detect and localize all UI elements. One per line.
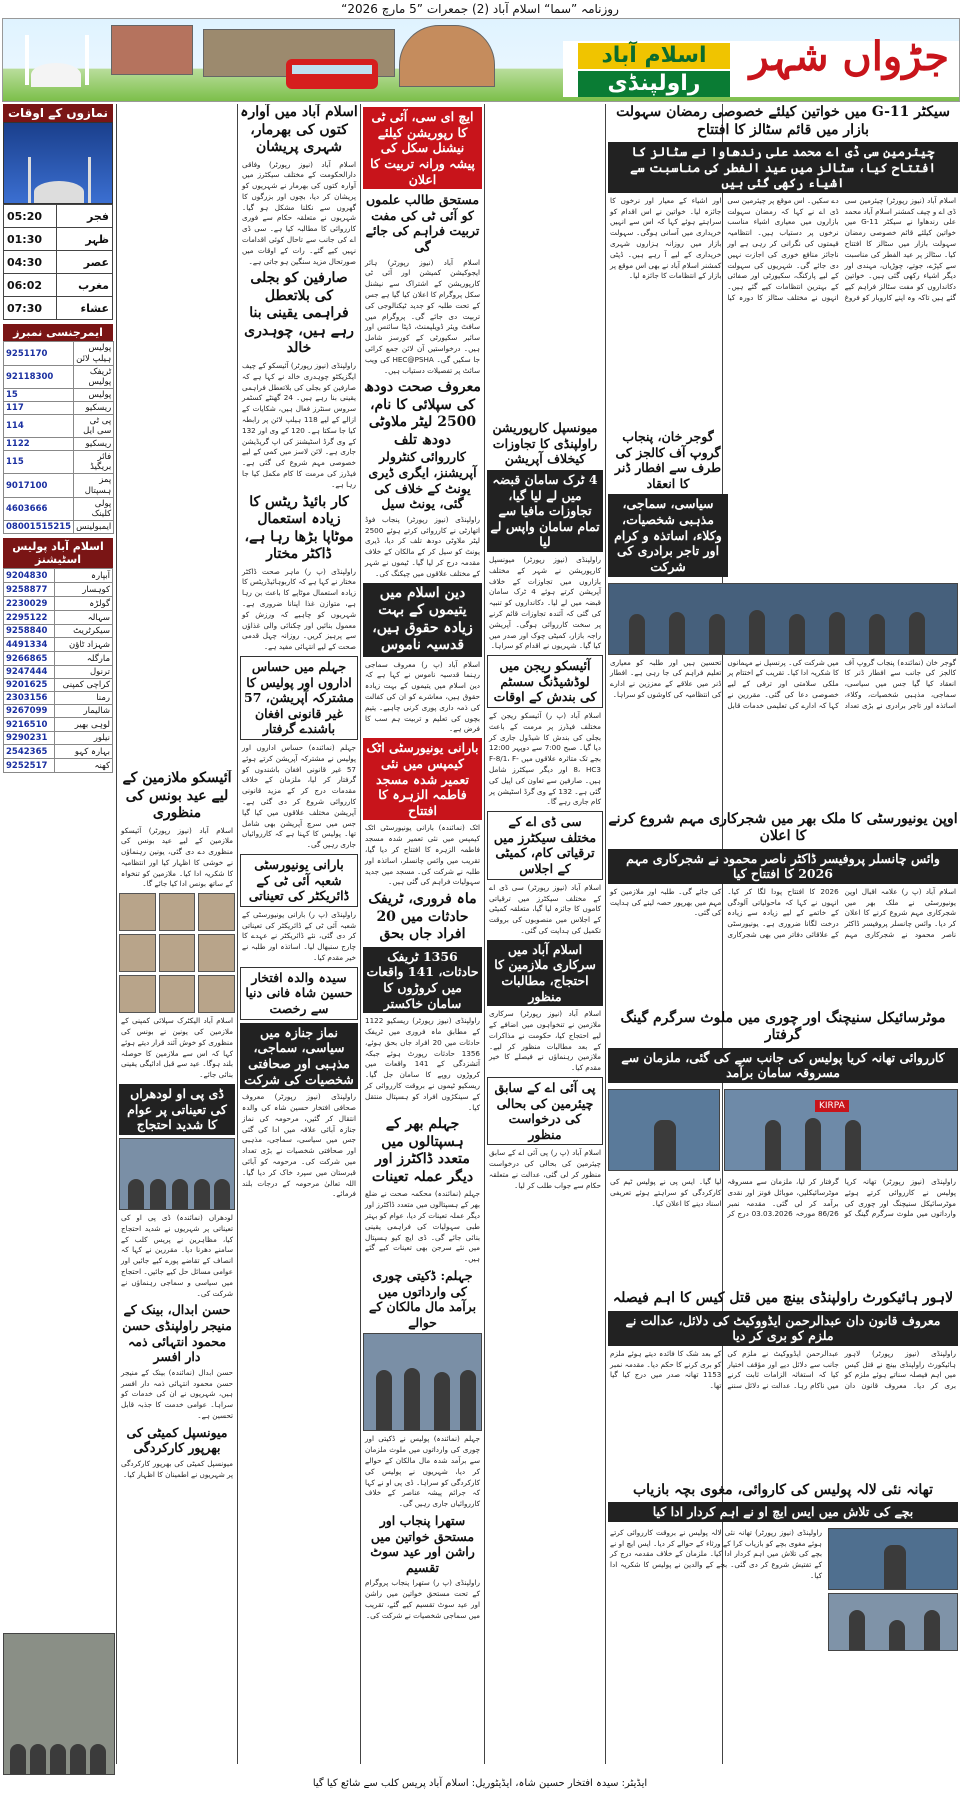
pakistan-monument-image: [399, 25, 495, 87]
masthead-banner: [2, 18, 960, 102]
sho-photo: [828, 1528, 958, 1590]
headline: بارانی یونیورسٹی شعبہ آئی ٹی کے ڈائریکٹر کی تعیناتی: [240, 854, 358, 907]
headline: سیاسی، سماجی، مذہبی شخصیات، وکلاء، اساتذہ و کرام اور تاجر برادری کی شرکت: [608, 494, 728, 576]
headline: میونسپل کارپوریشن راولپنڈی کا تجاوزات کیخلاف آپریشن: [492, 420, 598, 467]
police-officer-photo: [608, 1089, 720, 1171]
police-stations-title: اسلام آباد پولیس اسٹیشنز: [3, 538, 113, 568]
prayer-times-box: [3, 104, 113, 773]
headline: ڈی پی او لودھراں کی تعیناتی پر عوام کا شدید احتجاج: [119, 1084, 235, 1135]
headline: سیدہ والدہ افتخار حسین شاہ فانی دنیا سے رخصت: [240, 967, 358, 1020]
emergency-table: 9251170 پولیس ہیلپ لائن 92118300 ٹریفک پولیس 15 پولیس 117 ریسکیو 114 پی ٹی سی ایل 1122 ریسکیو 115 فائر بریگیڈ 9017100 پمز ہسپتال 4603666 پولی کلینک 08001515215 ایمبولینس: [3, 341, 114, 534]
photo-caption-badge: KIRPA: [815, 1100, 849, 1112]
headline: نماز جنازہ میں سیاسی، سماجی، مذہبی اور صحافتی شخصیات کی شرکت: [240, 1023, 358, 1090]
headline: کار بائیڈ ریٹس کا زیادہ استعمال موٹاپا بڑھا رہا ہے، ڈاکٹر مختار: [244, 493, 354, 563]
headline: جہلم بھر کے ہسپتالوں میں متعدد ڈاکٹرز اور دیگر عملہ تعینات: [371, 1116, 474, 1185]
headline: میونسپل کمیٹی کی بھرپور کارکردگی: [126, 1424, 228, 1456]
headline: جہلم: ڈکیتی چوری کی وارداتوں میں برآمد مال مالکان کے حوالے: [368, 1267, 477, 1330]
headline: آئیسکو ملازمین کے لیے عید بونس کی منظوری: [122, 770, 232, 821]
police-handover-photo: [363, 1333, 482, 1431]
prayer-row: 07:30 عشاء: [4, 297, 113, 320]
headline: اوپن یونیورسٹی کا ملک بھر میں شجرکاری مہم شروع کرنے کا اعلان: [608, 810, 958, 844]
iftar-dinner-photo: [608, 583, 958, 655]
prayer-row: 01:30 ظہر: [4, 228, 113, 251]
mosque-image: [3, 122, 113, 204]
prayer-times-title: نمازوں کے اوقات: [3, 104, 113, 122]
metro-bus-image: [286, 59, 378, 89]
column-4: اسلام آباد میں آوارہ کتوں کی بھرمار، شہری پریشان اسلام آباد (نیوز رپورٹر) وفاقی دارالحکومت کے مختلف سیکٹرز میں آوارہ کتوں کی بھرمار نے شہریوں کو پریشان کر دیا، بچوں اور بزرگوں کا گھروں سے نکلنا مشکل ہو گیا۔ شہریوں نے متعلقہ حکام سے فوری کارروائی کا مطالبہ کیا ہے۔ سی ڈی اے کی جانب سے تاحال کوئی اقدامات نہیں کیے گئے۔ رات کے اوقات میں صورتحال مزید سنگین ہو جاتی ہے۔ صارفین کو بجلی کی بلاتعطل فراہمی یقینی بنا رہے ہیں، چوہدری خالد راولپنڈی (نیوز رپورٹر) آئیسکو کے چیف ایگزیکٹو چوہدری خالد نے کہا ہے کہ صارفین کو بجلی کی بلاتعطل فراہمی یقینی بنا رہے ہیں۔ 24 گھنٹے کسٹمر سروس سنٹرز فعال ہیں، شکایات کے ازالے کے لیے 118 ہیلپ لائن پر رابطہ کیا جا سکتا ہے۔ 120 کے وی اور 132 کے وی گرڈ اسٹیشنز کی اپ گریڈیشن جاری ہے۔ لائن لاسز میں کمی کے لیے خصوصی مہم شروع کی گئی ہے۔ فیڈرز کی مرمت کا کام مکمل کیا جا رہا ہے۔ کار بائیڈ ریٹس کا زیادہ استعمال موٹاپا بڑھا رہا ہے، ڈاکٹر مختار راولپنڈی (پ ر) ماہر صحت ڈاکٹر مختار نے کہا ہے کہ کاربوہائیڈریٹس کا زیادہ استعمال موٹاپے کا باعث بن رہا ہے، متوازن غذا اپنانا ضروری ہے۔ شہریوں کو چاہیے کہ ورزش کو معمول بنائیں اور چکنائی والی غذاؤں سے پرہیز کریں۔ روزانہ چہل قدمی صحت کے لیے انتہائی مفید ہے۔ جہلم میں حساس اداروں اور پولیس کا مشترکہ آپریشن، 57 غیر قانونی افغان باشندے گرفتار جہلم (نمائندہ) حساس اداروں اور پولیس نے مشترکہ آپریشن کرتے ہوئے 57 غیر قانونی افغان باشندوں کو گرفتار کر لیا، ملزمان کے خلاف مقدمات درج کر کے مزید قانونی کارروائی شروع کر دی گئی ہے۔ آپریشن مختلف علاقوں میں کیا گیا جس میں سرچ آپریشن بھی شامل تھا۔ پولیس کا کہنا ہے کہ کارروائیاں جاری رہیں گی۔ بارانی یونیورسٹی شعبہ آئی ٹی کے ڈائریکٹر کی تعیناتی راولپنڈی (پ ر) بارانی یونیورسٹی کے شعبہ آئی ٹی کے ڈائریکٹر کی تعیناتی کر دی گئی، نئے ڈائریکٹر نے عہدے کا چارج سنبھال لیا۔ اساتذہ اور طلبہ نے خیر مقدم کیا۔ سیدہ والدہ افتخار حسین شاہ فانی دنیا سے رخصت نماز جنازہ میں سیاسی، سماجی، مذہبی اور صحافتی شخصیات کی شرکت راولپنڈی (نیوز رپورٹر) معروف صحافی افتخار حسین شاہ کی والدہ انتقال کر گئیں، مرحومہ کی نماز جنازہ آبائی علاقہ میں ادا کی گئی جس میں سیاسی، سماجی، مذہبی اور صحافتی شخصیات نے بڑی تعداد میں شرکت کی۔ مرحومہ کو آبائی قبرستان میں سپرد خاک کر دیا گیا۔ اللہ تعالیٰ مرحومہ کے درجات بلند فرمائے۔: [240, 104, 358, 1199]
headline: ماہ فروری، ٹریفک حادثات میں 20 افراد جاں بحق: [368, 891, 477, 943]
headline: 4 ٹرک سامان قبضہ میں لے لیا گیا، تجاوزات مافیا سے تمام سامان واپس لے لیا: [487, 470, 603, 552]
emergency-title: ایمرجنسی نمبرز: [3, 324, 113, 341]
arrested-gang-photo: [724, 1089, 958, 1171]
headline: کارروائی تھانہ کریا پولیس کی جانب سے کی گئی، ملزمان سے مسروقہ سامان برآمد: [608, 1048, 958, 1083]
headline: تھانہ نئی لالہ پولیس کی کاروائی، مغوی بچہ بازیاب: [632, 1481, 934, 1498]
masthead-city-rawalpindi: راولپنڈی: [578, 71, 730, 97]
headline: اسلام آباد میں سرکاری ملازمین کا احتجاج، مطالبات منظور: [487, 940, 603, 1007]
page-footer: ایڈیٹر: سیدہ افتخار حسین شاہ، ایڈیٹوریل: اسلام آباد پریس کلب سے شائع کیا گیا: [312, 1778, 648, 1789]
headline: پی آئی اے کے سابق چیئرمین کی بحالی کی درخواست منظور: [487, 1077, 603, 1146]
headline: اسلام آباد میں آوارہ کتوں کی بھرمار، شہری پریشان: [240, 104, 358, 155]
headline: حسن ابدال، بینک کے منیجر راولپنڈی حسن محمود انتہائی ذمہ دار افسر: [122, 1302, 232, 1365]
funeral-prayer-photo: [3, 1633, 115, 1775]
police-stations-table: 9204830 آبپارہ 9258877 کوہسار 2230029 گولڑہ 2295122 سہالہ 9258840 سیکرٹریٹ 4491334 شہزاد ٹاؤن 9266865 مارگلہ 9247444 ترنول 9201625 کراچی کمپنی 2303156 رمنا 9267099 شالیمار 9216510 لوہی بھیر 9290231 نیلور 2542365 بہارہ کہو 9252517 کھنہ: [3, 568, 113, 773]
headline: جہلم میں حساس اداروں اور پولیس کا مشترکہ آپریشن، 57 غیر قانونی افغان باشندے گرفتار: [240, 656, 358, 740]
headline: صارفین کو بجلی کی بلاتعطل فراہمی یقینی بنا رہے ہیں، چوہدری خالد: [244, 270, 354, 357]
headline: لاہور ہائیکورٹ راولپنڈی بینچ میں قتل کیس کا اہم فیصلہ: [612, 1290, 954, 1306]
headline: سی ڈی اے کے مختلف سیکٹرز میں ترقیاتی کام، کمیٹی کے اجلاس: [487, 811, 603, 880]
prayer-row: 04:30 عصر: [4, 251, 113, 274]
masthead-city-islamabad: اسلام آباد: [578, 43, 730, 69]
headline: ایچ ای سی، آئی ٹی کا رپوریشن کیلئے نیشنل سکل کی پیشہ ورانہ تربیت کا اعلان: [363, 107, 482, 189]
headline: گوجر خان، پنجاب گروپ آف کالجز کی طرف سے افطار ڈنر کا انعقاد: [614, 428, 722, 491]
headline: بارانی یونیورسٹی اٹک کیمپس میں نئی تعمیر شدہ مسجد فاطمہ الزہرہ کا افتتاح: [363, 738, 482, 820]
headline: وائس چانسلر پروفیسر ڈاکٹر ناصر محمود نے شجرکاری مہم 2026 کا افتتاح کیا: [608, 849, 958, 884]
column-1: سیکٹر G-11 میں خواتین کیلئے خصوصی رمضان سہولت بازار میں قائم سٹالز کا افتتاح چیئرمین سی ڈی اے محمد علی رندھاوا نے سٹالز کا افتتاح کیا، سٹالز میں عید الفطر کی مناسبت سے اشیاء رکھی گئی ہیں اسلام آباد (نیوز رپورٹر) چیئرمین سی ڈی اے و چیف کمشنر اسلام آباد محمد علی رندھاوا نے سیکٹر G-11 میں خواتین کیلئے قائم خصوصی رمضان سہولت بازار میں سٹالز کا افتتاح کیا۔ سٹالز پر عید الفطر کی مناسبت سے کپڑے، جوتے، چوڑیاں، مہندی اور دیگر اشیاء رکھی گئی ہیں۔ خواتین دکانداروں کو مفت سٹالز فراہم کیے گئے ہیں تاکہ وہ اپنے کاروبار کو فروغ دے سکیں۔ اس موقع پر چیئرمین سی ڈی اے نے کہا کہ رمضان سہولت بازاروں میں معیاری اشیاء مناسب نرخوں پر دستیاب ہیں۔ انتظامیہ قیمتوں کی نگرانی کر رہی ہے اور ناجائز منافع خوری کی اجازت نہیں دی جائے گی۔ شہریوں کی سہولت کے لیے پارکنگ، سکیورٹی اور صفائی کے بہترین انتظامات کیے گئے ہیں۔ انہوں نے مختلف سٹالز کا دورہ کیا اور اشیاء کے معیار اور نرخوں کا جائزہ لیا۔ خواتین نے اس اقدام کو سراہتے ہوئے کہا کہ اس سے انہیں خریداری میں آسانی ہوگی۔ سہولت بازار میں روزانہ ہزاروں شہری خریداری کے لیے آ رہے ہیں۔ ڈپٹی کمشنر اسلام آباد نے بھی اس موقع پر بازار کے انتظامات کا جائزہ لیا۔ گوجر خان، پنجاب گروپ آف کالجز کی طرف سے افطار ڈنر کا انعقاد سیاسی، سماجی، مذہبی شخصیات، وکلاء، اساتذہ و کرام اور تاجر برادری کی شرکت گوجر خان (نمائندہ) پنجاب گروپ آف کالجز کی جانب سے افطار ڈنر کا انعقاد کیا گیا جس میں سیاسی، سماجی، مذہبی شخصیات، وکلاء، اساتذہ اور تاجر برادری نے بڑی تعداد میں شرکت کی۔ پرنسپل نے مہمانوں کا شکریہ ادا کیا۔ تقریب کے اختتام پر ملکی سلامتی اور ترقی کے لیے خصوصی دعا کی گئی۔ مقررین نے کہا کہ ادارے کی تعلیمی خدمات قابل تحسین ہیں اور طلبہ کو معیاری تعلیم فراہم کی جا رہی ہے۔ افطار ڈنر میں علاقے کے معززین نے ادارے کی انتظامیہ کی کاوشوں کو سراہا۔ اوپن یونیورسٹی کا ملک بھر میں شجرکاری مہم شروع کرنے کا اعلان وائس چانسلر پروفیسر ڈاکٹر ناصر محمود نے شجرکاری مہم 2026 کا افتتاح کیا اسلام آباد (پ ر) علامہ اقبال اوپن یونیورسٹی نے ملک بھر میں شجرکاری مہم شروع کرنے کا اعلان کر دیا۔ وائس چانسلر پروفیسر ڈاکٹر ناصر محمود نے شجرکاری مہم 2026 کا افتتاح پودا لگا کر کیا۔ انہوں نے کہا کہ ماحولیاتی آلودگی کے خاتمے کے لیے زیادہ سے زیادہ درخت لگانا ضروری ہے۔ یونیورسٹی کے علاقائی دفاتر میں بھی شجرکاری کی جائے گی۔ طلبہ اور ملازمین کو مہم میں بھرپور حصہ لینے کی ہدایت کی گئی۔ موٹرسائیکل سنیچنگ اور چوری میں ملوث سرگرم گینگ گرفتار کارروائی تھانہ کریا پولیس کی جانب سے کی گئی، ملزمان سے مسروقہ سامان برآمد KIRPA راولپنڈی (نیوز رپورٹر) تھانہ کریا پولیس نے کارروائی کرتے ہوئے موٹرسائیکل سنیچنگ اور چوری کی وارداتوں میں ملوث سرگرم گینگ کو گرفتار کر لیا، ملزمان سے مسروقہ موٹرسائیکلیں، موبائل فونز اور نقدی برآمد کر لی گئی۔ مقدمہ نمبر 86/26 مورخہ 03.03.2026 درج کر لیا گیا۔ ایس پی نے پولیس ٹیم کی کارکردگی کو سراہتے ہوئے تعریفی اسناد دینے کا اعلان کیا۔ لاہور ہائیکورٹ راولپنڈی بینچ میں قتل کیس کا اہم فیصلہ معروف قانون دان عبدالرحمن ایڈووکیٹ کی دلائل، عدالت نے ملزم کو بری کر دیا راولپنڈی (نیوز رپورٹر) لاہور ہائیکورٹ راولپنڈی بینچ نے قتل کیس میں اہم فیصلہ سناتے ہوئے ملزم کو بری کر دیا۔ معروف قانون دان عبدالرحمن ایڈووکیٹ نے ملزم کی جانب سے دلائل دیے اور مؤقف اختیار کیا کہ استغاثہ الزامات ثابت کرنے میں ناکام رہا۔ عدالت نے دلائل سننے کے بعد شک کا فائدہ دیتے ہوئے ملزم کو بری کرنے کا حکم دیا۔ مقدمہ نمبر 1153 تھانہ صدر میں درج کیا گیا تھا۔ تھانہ نئی لالہ پولیس کی کاروائی، مغوی بچہ بازیاب بچے کی تلاش میں ایس ایچ او نے اہم کردار ادا کیا راولپنڈی (نیوز رپورٹر) تھانہ نئی لالہ پولیس نے بروقت کارروائی کرتے ہوئے مغوی بچے کو بازیاب کرا کے ورثاء کے حوالے کر دیا۔ ایس ایچ او نے بچے کی تلاش میں اہم کردار ادا کیا۔ ملزمان کے خلاف مقدمہ درج کر کے تفتیش شروع کر دی گئی۔ بچے کے والدین نے پولیس کا شکریہ ادا کیا۔: [608, 104, 958, 1681]
column-2: میونسپل کارپوریشن راولپنڈی کا تجاوزات کیخلاف آپریشن 4 ٹرک سامان قبضہ میں لے لیا گیا، تجاوزات مافیا سے تمام سامان واپس لے لیا راولپنڈی (نیوز رپورٹر) میونسپل کارپوریشن نے شہر کے مختلف بازاروں میں تجاوزات کے خلاف آپریشن کرتے ہوئے 4 ٹرک سامان قبضہ میں لے لیا۔ دکانداروں کو تنبیہ کی گئی کہ آئندہ تجاوزات قائم کرنے پر سخت کارروائی ہوگی۔ آپریشن راجہ بازار، کمیٹی چوک اور صدر میں کیا گیا۔ شہریوں نے اقدام کو سراہا۔ آئیسکو ریجن میں لوڈشیڈنگ سسٹم کی بندش کے اوقات اسلام آباد (پ ر) آئیسکو ریجن کے مختلف فیڈرز پر مرمت کے باعث بجلی کی بندش کا شیڈول جاری کر دیا گیا۔ صبح 7:00 سے دوپہر 12:00 بجے تک متاثرہ علاقوں میں F-8/1، F-8، HC3 اور دیگر سیکٹرز شامل ہیں۔ صارفین سے تعاون کی اپیل کی گئی ہے۔ 132 کے وی گرڈ اسٹیشن پر کام جاری رہے گا۔ سی ڈی اے کے مختلف سیکٹرز میں ترقیاتی کام، کمیٹی کے اجلاس اسلام آباد (نیوز رپورٹر) سی ڈی اے کے مختلف سیکٹرز میں ترقیاتی کاموں کا جائزہ لیا گیا، متعلقہ کمیٹی کے اجلاس میں منصوبوں کی بروقت تکمیل کی ہدایت کی گئی۔ اسلام آباد میں سرکاری ملازمین کا احتجاج، مطالبات منظور اسلام آباد (نیوز رپورٹر) سرکاری ملازمین نے تنخواہوں میں اضافے کے لیے احتجاج کیا، حکومت نے مذاکرات کے بعد مطالبات منظور کر لیے۔ ملازمین رہنماؤں نے فیصلے کا خیر مقدم کیا۔ پی آئی اے کے سابق چیئرمین کی بحالی کی درخواست منظور اسلام آباد (پ ر) پی آئی اے کے سابق چیئرمین کی بحالی کی درخواست منظور کر لی گئی، عدالت نے متعلقہ حکام سے جواب طلب کر لیا۔: [489, 420, 602, 1190]
headline: دین اسلام میں یتیموں کے بہت زیادہ حقوق ہیں، قدسیہ ناموس: [363, 583, 482, 657]
headline: معروف صحت دودھ کی سپلائی کا نام، 2500 لیٹر ملاوٹی دودھ تلف: [364, 379, 481, 448]
prayer-row: 06:02 مغرب: [4, 274, 113, 297]
column-5: آئیسکو ملازمین کے لیے عید بونس کی منظوری اسلام آباد (نیوز رپورٹر) آئیسکو ملازمین کے لیے عید بونس کی منظوری دے دی گئی، یونین رہنماؤں نے خوشی کا اظہار کیا اور انتظامیہ کا شکریہ ادا کیا۔ ملازمین کو تنخواہ کے ساتھ بونس ادا کیا جائے گا۔ اسلام آباد الیکٹرک سپلائی کمپنی کے ملازمین کی یونین نے بونس کی منظوری کو خوش آئند قرار دیتے ہوئے کہا کہ اس سے ملازمین کا حوصلہ بلند ہوگا۔ عید سے قبل ادائیگی یقینی بنائی جائے۔ ڈی پی او لودھراں کی تعیناتی پر عوام کا شدید احتجاج لودھراں (نمائندہ) ڈی پی او کی تعیناتی پر شہریوں نے شدید احتجاج کیا، مظاہرین نے پریس کلب کے سامنے دھرنا دیا۔ مقررین نے کہا کہ انصاف کے تقاضے پورے کیے جائیں اور عوامی مسائل حل کیے جائیں۔ احتجاج میں سیاسی و سماجی رہنماؤں نے شرکت کی۔ حسن ابدال، بینک کے منیجر راولپنڈی حسن محمود انتہائی ذمہ دار افسر حسن ابدال (نمائندہ) بینک کے منیجر حسن محمود انتہائی ذمہ دار افسر ہیں، شہریوں نے ان کی خدمات کو سراہا۔ عوامی خدمت کا جذبہ قابل تحسین ہے۔ میونسپل کمیٹی کی بھرپور کارکردگی میونسپل کمیٹی کی بھرپور کارکردگی پر شہریوں نے اطمینان کا اظہار کیا۔: [121, 770, 233, 1479]
headline: بچے کی تلاش میں ایس ایچ او نے اہم کردار ادا کیا: [608, 1502, 958, 1522]
headline: سیکٹر G-11 میں خواتین کیلئے خصوصی رمضان سہولت بازار میں قائم سٹالز کا افتتاح: [616, 104, 950, 138]
monument-image: [111, 25, 193, 75]
column-3: ایچ ای سی، آئی ٹی کا رپوریشن کیلئے نیشنل سکل کی پیشہ ورانہ تربیت کا اعلان مستحق طالب علموں کو آئی ٹی کی مفت تربیت فراہم کی جائے گی اسلام آباد (نیوز رپورٹر) ہائر ایجوکیشن کمیشن اور آئی ٹی کارپوریشن کے اشتراک سے نیشنل سکل پروگرام کا اعلان کیا گیا ہے جس کے تحت طلبہ کو جدید ٹیکنالوجی کی تربیت دی جائے گی۔ پروگرام میں سافٹ ویئر ڈویلپمنٹ، ڈیٹا سائنس اور سائبر سکیورٹی کے کورسز شامل ہیں۔ درخواستیں آن لائن جمع کرائی جا سکیں گی۔ HEC@PSHA کی ویب سائٹ پر تفصیلات دستیاب ہیں۔ معروف صحت دودھ کی سپلائی کا نام، 2500 لیٹر ملاوٹی دودھ تلف کارروائی کنٹرولر آپریشنز، ایگری ڈیری یونٹ کے خلاف کی گئی، یونٹ سیل راولپنڈی (نیوز رپورٹر) پنجاب فوڈ اتھارٹی نے کارروائی کرتے ہوئے 2500 لیٹر ملاوٹی دودھ تلف کر دیا، ڈیری یونٹ کو سیل کر کے مالکان کے خلاف مقدمہ درج کر لیا گیا۔ ٹیموں نے شہر کے مختلف علاقوں میں چیکنگ کی۔ دین اسلام میں یتیموں کے بہت زیادہ حقوق ہیں، قدسیہ ناموس اسلام آباد (پ ر) معروف سماجی رہنما قدسیہ ناموس نے کہا ہے کہ دین اسلام میں یتیموں کے بہت زیادہ حقوق ہیں، معاشرے کو ان کی کفالت کی ذمہ داری پوری کرنی چاہیے۔ یتیم بچوں کی تعلیم و تربیت ہم سب کا فرض ہے۔ بارانی یونیورسٹی اٹک کیمپس میں نئی تعمیر شدہ مسجد فاطمہ الزہرہ کا افتتاح اٹک (نمائندہ) بارانی یونیورسٹی اٹک کیمپس میں نئی تعمیر شدہ مسجد فاطمہ الزہرہ کا افتتاح کر دیا گیا، تقریب میں وائس چانسلر، اساتذہ اور طلبہ نے شرکت کی۔ مسجد میں جدید سہولیات فراہم کی گئی ہیں۔ ماہ فروری، ٹریفک حادثات میں 20 افراد جاں بحق 1356 ٹریفک حادثات، 141 واقعات میں کروڑوں کا سامان خاکستر راولپنڈی (نیوز رپورٹر) ریسکیو 1122 کے مطابق ماہ فروری میں ٹریفک حادثات میں 20 افراد جاں بحق ہوئے، 1356 حادثات رپورٹ ہوئے جبکہ آتشزدگی کے 141 واقعات میں کروڑوں روپے کا سامان جل گیا۔ ریسکیو ٹیموں نے بروقت کارروائی کر کے سینکڑوں افراد کو ہسپتال منتقل کیا۔ جہلم بھر کے ہسپتالوں میں متعدد ڈاکٹرز اور دیگر عملہ تعینات جہلم (نمائندہ) محکمہ صحت نے ضلع بھر کے ہسپتالوں میں متعدد ڈاکٹرز اور دیگر عملہ تعینات کر دیا، عوام کو بہتر طبی سہولیات کی فراہمی یقینی بنائی جائے گی۔ ڈی ایچ کیو ہسپتال میں نئے سرجن بھی تعینات کیے گئے ہیں۔ جہلم: ڈکیتی چوری کی وارداتوں میں برآمد مال مالکان کے حوالے جہلم (نمائندہ) پولیس نے ڈکیتی اور چوری کی وارداتوں میں ملوث ملزمان سے برآمد شدہ مال مالکان کے حوالے کر دیا، شہریوں نے پولیس کی کارکردگی کو سراہا۔ ڈی پی او نے کہا کہ جرائم پیشہ عناصر کے خلاف کارروائیاں جاری رہیں گی۔ ستھرا پنجاب اور مستحق خواتین میں راشن اور عید سوٹ تقسیم راولپنڈی (پ ر) ستھرا پنجاب پروگرام کے تحت مستحق خواتین میں راشن اور عید سوٹ تقسیم کیے گئے، تقریب میں سماجی شخصیات نے شرکت کی۔: [364, 109, 481, 1620]
recovered-child-photo: [828, 1593, 958, 1651]
headline: ستھرا پنجاب اور مستحق خواتین میں راشن اور عید سوٹ تقسیم: [370, 1512, 475, 1575]
masthead-title: جڑواں شہر: [749, 33, 949, 80]
press-conference-photo: [119, 1138, 235, 1210]
union-leaders-photos: [119, 893, 235, 1013]
headline: موٹرسائیکل سنیچنگ اور چوری میں ملوث سرگرم گینگ گرفتار: [620, 1009, 946, 1044]
headline: معروف قانون دان عبدالرحمن ایڈووکیٹ کی دلائل، عدالت نے ملزم کو بری کر دیا: [608, 1311, 958, 1346]
masthead-top-line: روزنامہ ”سما“ اسلام آباد (2) جمعرات ”5 مارچ 2026“: [341, 2, 619, 16]
headline: مستحق طالب علموں کو آئی ٹی کی مفت تربیت فراہم کی جائے گی: [365, 192, 480, 254]
faisal-mosque-image: [31, 63, 81, 87]
prayer-row: 05:20 فجر: [4, 205, 113, 228]
headline: چیئرمین سی ڈی اے محمد علی رندھاوا نے سٹالز کا افتتاح کیا، سٹالز میں عید الفطر کی مناسبت سے اشیاء رکھی گئی ہیں: [608, 142, 958, 193]
headline: کارروائی کنٹرولر آپریشنز، ایگری ڈیری یونٹ کے خلاف کی گئی، یونٹ سیل: [368, 449, 477, 512]
headline: 1356 ٹریفک حادثات، 141 واقعات میں کروڑوں کا سامان خاکستر: [363, 947, 482, 1014]
headline: آئیسکو ریجن میں لوڈشیڈنگ سسٹم کی بندش کے اوقات: [487, 655, 603, 708]
